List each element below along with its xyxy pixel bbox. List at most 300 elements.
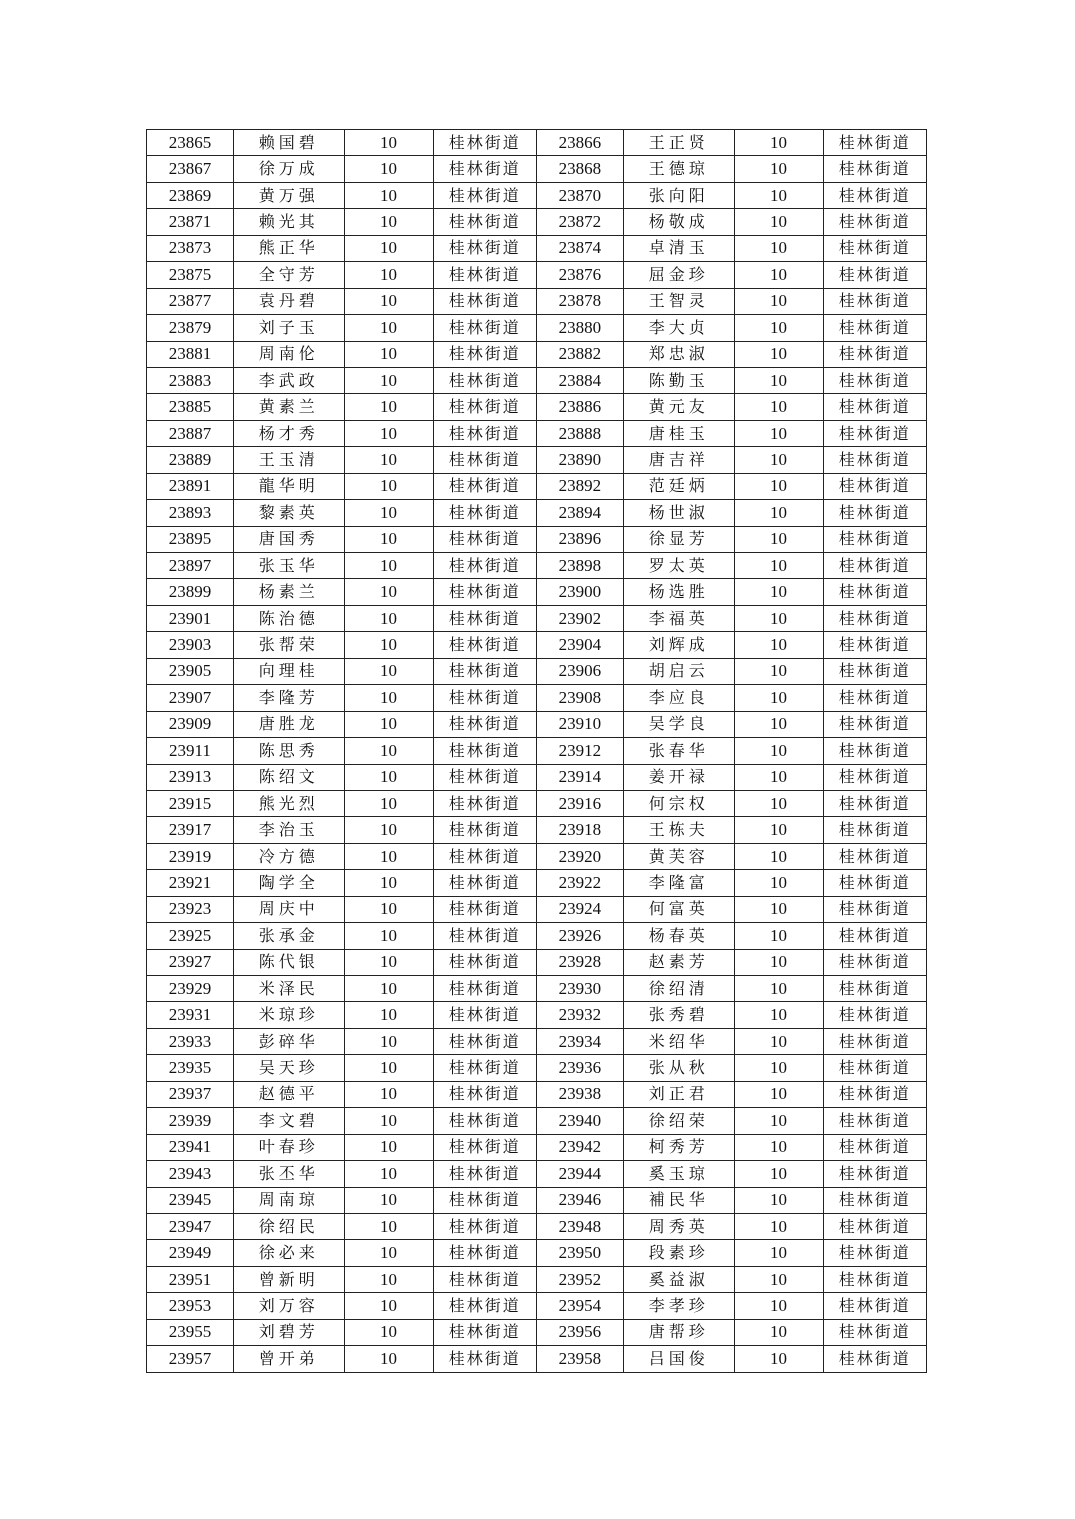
right-subdistrict-name-cell: 桂林街道 <box>823 1002 927 1028</box>
right-count-value-cell: 10 <box>734 1240 823 1266</box>
table-row <box>147 1081 927 1107</box>
left-count-value-cell: 10 <box>344 1213 433 1239</box>
left-person-name-cell: 王玉清 <box>233 447 344 473</box>
left-subdistrict-name-cell: 桂林街道 <box>433 235 536 261</box>
left-subdistrict-name-cell: 桂林街道 <box>433 896 536 922</box>
left-count-value-cell: 10 <box>344 500 433 526</box>
left-person-name-cell: 张帮荣 <box>233 632 344 658</box>
left-subdistrict-name-cell: 桂林街道 <box>433 315 536 341</box>
left-count-value-cell: 10 <box>344 367 433 393</box>
left-record-id-cell: 23903 <box>147 632 234 658</box>
left-count-value-cell: 10 <box>344 553 433 579</box>
left-count-value-cell: 10 <box>344 235 433 261</box>
right-person-name-cell: 罗太英 <box>623 553 734 579</box>
left-subdistrict-name-cell: 桂林街道 <box>433 976 536 1002</box>
table-row <box>147 1002 927 1028</box>
right-person-name-cell: 徐绍清 <box>623 976 734 1002</box>
right-record-id-cell: 23924 <box>536 896 623 922</box>
right-subdistrict-name-cell: 桂林街道 <box>823 1134 927 1160</box>
right-count-value-cell: 10 <box>734 764 823 790</box>
table-row <box>147 1028 927 1054</box>
left-record-id-cell: 23953 <box>147 1293 234 1319</box>
left-count-value-cell: 10 <box>344 949 433 975</box>
table-row <box>147 976 927 1002</box>
left-count-value-cell: 10 <box>344 711 433 737</box>
left-person-name-cell: 曾开弟 <box>233 1346 344 1372</box>
left-person-name-cell: 唐国秀 <box>233 526 344 552</box>
right-person-name-cell: 张秀碧 <box>623 1002 734 1028</box>
left-record-id-cell: 23929 <box>147 976 234 1002</box>
right-count-value-cell: 10 <box>734 262 823 288</box>
right-person-name-cell: 卓清玉 <box>623 235 734 261</box>
table-row <box>147 764 927 790</box>
right-count-value-cell: 10 <box>734 1187 823 1213</box>
left-person-name-cell: 刘子玉 <box>233 315 344 341</box>
right-person-name-cell: 徐绍荣 <box>623 1108 734 1134</box>
table-row <box>147 1266 927 1292</box>
left-person-name-cell: 杨才秀 <box>233 420 344 446</box>
left-person-name-cell: 熊正华 <box>233 235 344 261</box>
left-person-name-cell: 赖国碧 <box>233 130 344 156</box>
table-row <box>147 1134 927 1160</box>
right-record-id-cell: 23950 <box>536 1240 623 1266</box>
right-subdistrict-name-cell: 桂林街道 <box>823 1346 927 1372</box>
left-record-id-cell: 23915 <box>147 790 234 816</box>
left-person-name-cell: 徐绍民 <box>233 1213 344 1239</box>
right-subdistrict-name-cell: 桂林街道 <box>823 1161 927 1187</box>
left-person-name-cell: 吴天珍 <box>233 1055 344 1081</box>
left-subdistrict-name-cell: 桂林街道 <box>433 182 536 208</box>
left-person-name-cell: 米泽民 <box>233 976 344 1002</box>
left-person-name-cell: 李文碧 <box>233 1108 344 1134</box>
right-subdistrict-name-cell: 桂林街道 <box>823 790 927 816</box>
right-person-name-cell: 米绍华 <box>623 1028 734 1054</box>
left-person-name-cell: 李隆芳 <box>233 685 344 711</box>
table-row <box>147 817 927 843</box>
left-count-value-cell: 10 <box>344 1055 433 1081</box>
left-subdistrict-name-cell: 桂林街道 <box>433 1187 536 1213</box>
left-count-value-cell: 10 <box>344 341 433 367</box>
right-record-id-cell: 23868 <box>536 156 623 182</box>
right-count-value-cell: 10 <box>734 130 823 156</box>
left-subdistrict-name-cell: 桂林街道 <box>433 262 536 288</box>
right-person-name-cell: 张春华 <box>623 738 734 764</box>
left-record-id-cell: 23937 <box>147 1081 234 1107</box>
right-count-value-cell: 10 <box>734 685 823 711</box>
table-row <box>147 209 927 235</box>
left-subdistrict-name-cell: 桂林街道 <box>433 1293 536 1319</box>
table-row <box>147 870 927 896</box>
right-subdistrict-name-cell: 桂林街道 <box>823 1213 927 1239</box>
right-person-name-cell: 何富英 <box>623 896 734 922</box>
left-record-id-cell: 23957 <box>147 1346 234 1372</box>
table-row <box>147 130 927 156</box>
table-row <box>147 182 927 208</box>
left-count-value-cell: 10 <box>344 1240 433 1266</box>
left-person-name-cell: 陈代银 <box>233 949 344 975</box>
right-count-value-cell: 10 <box>734 473 823 499</box>
right-count-value-cell: 10 <box>734 341 823 367</box>
table-row <box>147 500 927 526</box>
right-person-name-cell: 何宗权 <box>623 790 734 816</box>
left-subdistrict-name-cell: 桂林街道 <box>433 764 536 790</box>
left-record-id-cell: 23949 <box>147 1240 234 1266</box>
left-record-id-cell: 23947 <box>147 1213 234 1239</box>
left-person-name-cell: 米琼珍 <box>233 1002 344 1028</box>
right-count-value-cell: 10 <box>734 843 823 869</box>
right-person-name-cell: 李隆富 <box>623 870 734 896</box>
roster-body <box>147 130 927 1373</box>
right-subdistrict-name-cell: 桂林街道 <box>823 182 927 208</box>
table-row <box>147 553 927 579</box>
left-person-name-cell: 陈治德 <box>233 605 344 631</box>
right-count-value-cell: 10 <box>734 367 823 393</box>
left-count-value-cell: 10 <box>344 843 433 869</box>
left-count-value-cell: 10 <box>344 1002 433 1028</box>
left-record-id-cell: 23891 <box>147 473 234 499</box>
right-count-value-cell: 10 <box>734 420 823 446</box>
table-row <box>147 1161 927 1187</box>
left-subdistrict-name-cell: 桂林街道 <box>433 367 536 393</box>
left-person-name-cell: 张丕华 <box>233 1161 344 1187</box>
right-person-name-cell: 屈金珍 <box>623 262 734 288</box>
left-person-name-cell: 周庆中 <box>233 896 344 922</box>
left-subdistrict-name-cell: 桂林街道 <box>433 1346 536 1372</box>
right-person-name-cell: 张从秋 <box>623 1055 734 1081</box>
left-subdistrict-name-cell: 桂林街道 <box>433 420 536 446</box>
right-count-value-cell: 10 <box>734 870 823 896</box>
left-record-id-cell: 23885 <box>147 394 234 420</box>
right-record-id-cell: 23908 <box>536 685 623 711</box>
right-record-id-cell: 23926 <box>536 923 623 949</box>
right-record-id-cell: 23876 <box>536 262 623 288</box>
right-subdistrict-name-cell: 桂林街道 <box>823 500 927 526</box>
table-row <box>147 579 927 605</box>
right-record-id-cell: 23916 <box>536 790 623 816</box>
right-count-value-cell: 10 <box>734 579 823 605</box>
left-subdistrict-name-cell: 桂林街道 <box>433 949 536 975</box>
left-subdistrict-name-cell: 桂林街道 <box>433 790 536 816</box>
right-subdistrict-name-cell: 桂林街道 <box>823 711 927 737</box>
left-count-value-cell: 10 <box>344 579 433 605</box>
left-record-id-cell: 23911 <box>147 738 234 764</box>
left-record-id-cell: 23869 <box>147 182 234 208</box>
left-person-name-cell: 李武政 <box>233 367 344 393</box>
table-row <box>147 156 927 182</box>
left-person-name-cell: 向理桂 <box>233 658 344 684</box>
left-subdistrict-name-cell: 桂林街道 <box>433 817 536 843</box>
left-person-name-cell: 赵德平 <box>233 1081 344 1107</box>
left-record-id-cell: 23865 <box>147 130 234 156</box>
right-count-value-cell: 10 <box>734 156 823 182</box>
table-row <box>147 288 927 314</box>
left-person-name-cell: 徐必来 <box>233 1240 344 1266</box>
left-count-value-cell: 10 <box>344 1134 433 1160</box>
right-subdistrict-name-cell: 桂林街道 <box>823 156 927 182</box>
left-record-id-cell: 23875 <box>147 262 234 288</box>
right-count-value-cell: 10 <box>734 553 823 579</box>
left-count-value-cell: 10 <box>344 156 433 182</box>
right-record-id-cell: 23952 <box>536 1266 623 1292</box>
left-count-value-cell: 10 <box>344 658 433 684</box>
right-person-name-cell: 李大贞 <box>623 315 734 341</box>
right-count-value-cell: 10 <box>734 1161 823 1187</box>
right-person-name-cell: 黄元友 <box>623 394 734 420</box>
roster-table <box>146 129 927 1373</box>
right-subdistrict-name-cell: 桂林街道 <box>823 896 927 922</box>
table-row <box>147 394 927 420</box>
right-count-value-cell: 10 <box>734 949 823 975</box>
right-record-id-cell: 23912 <box>536 738 623 764</box>
right-record-id-cell: 23906 <box>536 658 623 684</box>
left-record-id-cell: 23895 <box>147 526 234 552</box>
table-row <box>147 473 927 499</box>
left-count-value-cell: 10 <box>344 394 433 420</box>
left-subdistrict-name-cell: 桂林街道 <box>433 1108 536 1134</box>
right-person-name-cell: 周秀英 <box>623 1213 734 1239</box>
left-subdistrict-name-cell: 桂林街道 <box>433 1266 536 1292</box>
right-record-id-cell: 23880 <box>536 315 623 341</box>
right-subdistrict-name-cell: 桂林街道 <box>823 632 927 658</box>
right-subdistrict-name-cell: 桂林街道 <box>823 367 927 393</box>
left-record-id-cell: 23905 <box>147 658 234 684</box>
right-record-id-cell: 23936 <box>536 1055 623 1081</box>
left-count-value-cell: 10 <box>344 315 433 341</box>
table-row <box>147 1108 927 1134</box>
right-subdistrict-name-cell: 桂林街道 <box>823 738 927 764</box>
left-count-value-cell: 10 <box>344 764 433 790</box>
left-count-value-cell: 10 <box>344 1028 433 1054</box>
left-count-value-cell: 10 <box>344 738 433 764</box>
left-count-value-cell: 10 <box>344 605 433 631</box>
left-person-name-cell: 刘万容 <box>233 1293 344 1319</box>
left-person-name-cell: 冷方德 <box>233 843 344 869</box>
right-record-id-cell: 23890 <box>536 447 623 473</box>
left-record-id-cell: 23955 <box>147 1319 234 1345</box>
left-record-id-cell: 23913 <box>147 764 234 790</box>
left-subdistrict-name-cell: 桂林街道 <box>433 288 536 314</box>
left-count-value-cell: 10 <box>344 790 433 816</box>
right-count-value-cell: 10 <box>734 182 823 208</box>
left-person-name-cell: 徐万成 <box>233 156 344 182</box>
left-person-name-cell: 黎素英 <box>233 500 344 526</box>
right-subdistrict-name-cell: 桂林街道 <box>823 288 927 314</box>
left-record-id-cell: 23899 <box>147 579 234 605</box>
left-subdistrict-name-cell: 桂林街道 <box>433 843 536 869</box>
left-record-id-cell: 23919 <box>147 843 234 869</box>
right-subdistrict-name-cell: 桂林街道 <box>823 1187 927 1213</box>
right-subdistrict-name-cell: 桂林街道 <box>823 764 927 790</box>
right-subdistrict-name-cell: 桂林街道 <box>823 1319 927 1345</box>
right-person-name-cell: 范廷炳 <box>623 473 734 499</box>
right-person-name-cell: 李应良 <box>623 685 734 711</box>
right-count-value-cell: 10 <box>734 976 823 1002</box>
right-person-name-cell: 奚益淑 <box>623 1266 734 1292</box>
left-person-name-cell: 曾新明 <box>233 1266 344 1292</box>
table-row <box>147 315 927 341</box>
right-person-name-cell: 吴学良 <box>623 711 734 737</box>
left-subdistrict-name-cell: 桂林街道 <box>433 579 536 605</box>
left-subdistrict-name-cell: 桂林街道 <box>433 1161 536 1187</box>
left-subdistrict-name-cell: 桂林街道 <box>433 394 536 420</box>
left-record-id-cell: 23883 <box>147 367 234 393</box>
right-subdistrict-name-cell: 桂林街道 <box>823 1055 927 1081</box>
left-subdistrict-name-cell: 桂林街道 <box>433 447 536 473</box>
left-count-value-cell: 10 <box>344 526 433 552</box>
left-person-name-cell: 李治玉 <box>233 817 344 843</box>
right-record-id-cell: 23944 <box>536 1161 623 1187</box>
left-subdistrict-name-cell: 桂林街道 <box>433 685 536 711</box>
left-person-name-cell: 龍华明 <box>233 473 344 499</box>
left-record-id-cell: 23939 <box>147 1108 234 1134</box>
right-count-value-cell: 10 <box>734 447 823 473</box>
left-record-id-cell: 23889 <box>147 447 234 473</box>
left-person-name-cell: 张玉华 <box>233 553 344 579</box>
left-subdistrict-name-cell: 桂林街道 <box>433 1134 536 1160</box>
left-person-name-cell: 张承金 <box>233 923 344 949</box>
right-count-value-cell: 10 <box>734 1213 823 1239</box>
left-record-id-cell: 23881 <box>147 341 234 367</box>
right-record-id-cell: 23902 <box>536 605 623 631</box>
right-count-value-cell: 10 <box>734 1055 823 1081</box>
right-subdistrict-name-cell: 桂林街道 <box>823 1293 927 1319</box>
right-record-id-cell: 23948 <box>536 1213 623 1239</box>
right-count-value-cell: 10 <box>734 500 823 526</box>
left-count-value-cell: 10 <box>344 288 433 314</box>
right-record-id-cell: 23940 <box>536 1108 623 1134</box>
right-record-id-cell: 23898 <box>536 553 623 579</box>
right-record-id-cell: 23886 <box>536 394 623 420</box>
right-record-id-cell: 23896 <box>536 526 623 552</box>
left-subdistrict-name-cell: 桂林街道 <box>433 711 536 737</box>
right-count-value-cell: 10 <box>734 1319 823 1345</box>
right-count-value-cell: 10 <box>734 605 823 631</box>
right-record-id-cell: 23954 <box>536 1293 623 1319</box>
right-record-id-cell: 23930 <box>536 976 623 1002</box>
left-record-id-cell: 23871 <box>147 209 234 235</box>
right-record-id-cell: 23878 <box>536 288 623 314</box>
right-record-id-cell: 23900 <box>536 579 623 605</box>
left-subdistrict-name-cell: 桂林街道 <box>433 923 536 949</box>
right-person-name-cell: 李福英 <box>623 605 734 631</box>
left-person-name-cell: 陈绍文 <box>233 764 344 790</box>
right-record-id-cell: 23942 <box>536 1134 623 1160</box>
right-count-value-cell: 10 <box>734 896 823 922</box>
left-record-id-cell: 23893 <box>147 500 234 526</box>
left-subdistrict-name-cell: 桂林街道 <box>433 870 536 896</box>
left-count-value-cell: 10 <box>344 976 433 1002</box>
left-record-id-cell: 23901 <box>147 605 234 631</box>
left-record-id-cell: 23931 <box>147 1002 234 1028</box>
left-subdistrict-name-cell: 桂林街道 <box>433 156 536 182</box>
right-record-id-cell: 23922 <box>536 870 623 896</box>
left-record-id-cell: 23877 <box>147 288 234 314</box>
right-subdistrict-name-cell: 桂林街道 <box>823 447 927 473</box>
right-count-value-cell: 10 <box>734 315 823 341</box>
left-record-id-cell: 23873 <box>147 235 234 261</box>
left-subdistrict-name-cell: 桂林街道 <box>433 1240 536 1266</box>
left-subdistrict-name-cell: 桂林街道 <box>433 1055 536 1081</box>
right-subdistrict-name-cell: 桂林街道 <box>823 553 927 579</box>
right-count-value-cell: 10 <box>734 738 823 764</box>
right-person-name-cell: 黄芙容 <box>623 843 734 869</box>
right-count-value-cell: 10 <box>734 1002 823 1028</box>
right-subdistrict-name-cell: 桂林街道 <box>823 130 927 156</box>
left-count-value-cell: 10 <box>344 896 433 922</box>
left-person-name-cell: 黄万强 <box>233 182 344 208</box>
left-subdistrict-name-cell: 桂林街道 <box>433 1081 536 1107</box>
left-subdistrict-name-cell: 桂林街道 <box>433 209 536 235</box>
right-person-name-cell: 奚玉琼 <box>623 1161 734 1187</box>
right-person-name-cell: 唐吉祥 <box>623 447 734 473</box>
right-subdistrict-name-cell: 桂林街道 <box>823 923 927 949</box>
table-row <box>147 711 927 737</box>
right-subdistrict-name-cell: 桂林街道 <box>823 579 927 605</box>
right-person-name-cell: 王栋夫 <box>623 817 734 843</box>
right-count-value-cell: 10 <box>734 790 823 816</box>
table-row <box>147 949 927 975</box>
right-subdistrict-name-cell: 桂林街道 <box>823 843 927 869</box>
right-count-value-cell: 10 <box>734 817 823 843</box>
right-subdistrict-name-cell: 桂林街道 <box>823 473 927 499</box>
left-record-id-cell: 23935 <box>147 1055 234 1081</box>
table-row <box>147 896 927 922</box>
table-row <box>147 447 927 473</box>
right-count-value-cell: 10 <box>734 711 823 737</box>
right-count-value-cell: 10 <box>734 235 823 261</box>
left-count-value-cell: 10 <box>344 182 433 208</box>
table-row <box>147 1346 927 1372</box>
right-count-value-cell: 10 <box>734 1028 823 1054</box>
left-count-value-cell: 10 <box>344 632 433 658</box>
left-person-name-cell: 赖光其 <box>233 209 344 235</box>
left-subdistrict-name-cell: 桂林街道 <box>433 1213 536 1239</box>
right-subdistrict-name-cell: 桂林街道 <box>823 1266 927 1292</box>
left-person-name-cell: 彭碎华 <box>233 1028 344 1054</box>
table-row <box>147 367 927 393</box>
left-count-value-cell: 10 <box>344 262 433 288</box>
right-person-name-cell: 赵素芳 <box>623 949 734 975</box>
table-row <box>147 1187 927 1213</box>
left-count-value-cell: 10 <box>344 130 433 156</box>
right-count-value-cell: 10 <box>734 1293 823 1319</box>
table-row <box>147 526 927 552</box>
right-count-value-cell: 10 <box>734 394 823 420</box>
table-row <box>147 1319 927 1345</box>
right-person-name-cell: 唐帮珍 <box>623 1319 734 1345</box>
left-count-value-cell: 10 <box>344 1293 433 1319</box>
left-count-value-cell: 10 <box>344 870 433 896</box>
right-record-id-cell: 23904 <box>536 632 623 658</box>
left-record-id-cell: 23917 <box>147 817 234 843</box>
right-count-value-cell: 10 <box>734 923 823 949</box>
left-count-value-cell: 10 <box>344 923 433 949</box>
left-person-name-cell: 全守芳 <box>233 262 344 288</box>
left-record-id-cell: 23897 <box>147 553 234 579</box>
left-count-value-cell: 10 <box>344 1319 433 1345</box>
table-row <box>147 1055 927 1081</box>
right-subdistrict-name-cell: 桂林街道 <box>823 209 927 235</box>
right-record-id-cell: 23884 <box>536 367 623 393</box>
right-person-name-cell: 補民华 <box>623 1187 734 1213</box>
left-subdistrict-name-cell: 桂林街道 <box>433 130 536 156</box>
right-subdistrict-name-cell: 桂林街道 <box>823 658 927 684</box>
right-person-name-cell: 杨春英 <box>623 923 734 949</box>
right-record-id-cell: 23892 <box>536 473 623 499</box>
left-subdistrict-name-cell: 桂林街道 <box>433 553 536 579</box>
left-record-id-cell: 23943 <box>147 1161 234 1187</box>
left-count-value-cell: 10 <box>344 817 433 843</box>
